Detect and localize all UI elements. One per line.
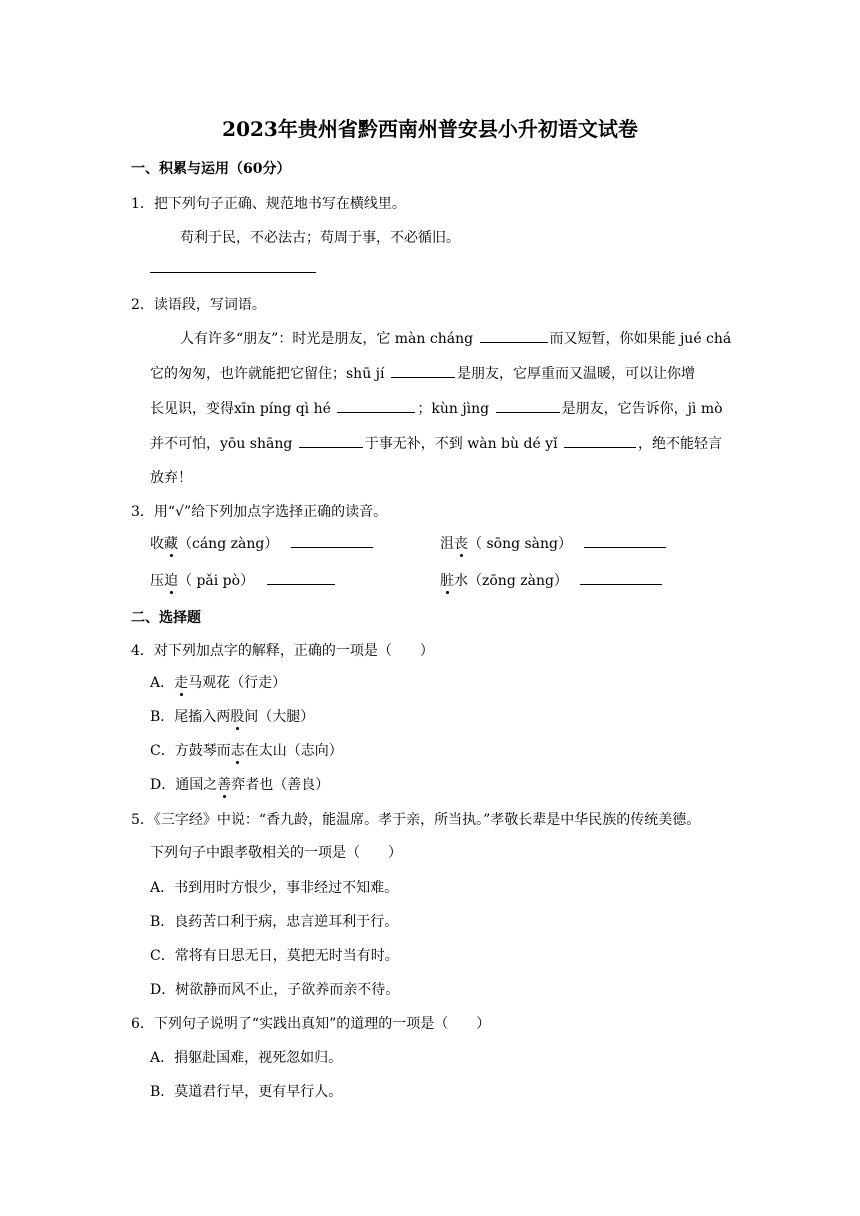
option-text: B．尾搐入两 xyxy=(150,709,231,725)
question-6-option-b[interactable]: B．莫道君行早，更有早行人。 xyxy=(150,1084,343,1100)
question-5-stem-line-1: 5．《三字经》中说：“香九龄，能温席。孝于亲，所当执。”孝敬长辈是中华民族的传统美德。 xyxy=(131,812,701,828)
question-6-stem: 6．下列句子说明了“实践出真知”的道理的一项是（ ） xyxy=(131,1016,491,1032)
question-2-line-1 xyxy=(180,328,731,348)
text-fragment: ，绝不能轻言 xyxy=(638,436,723,452)
option-text: 马观花（行走） xyxy=(188,675,287,691)
answer-blank[interactable] xyxy=(496,398,560,413)
answer-blank[interactable] xyxy=(480,328,548,343)
question-3-item-2 xyxy=(440,533,668,553)
pinyin: màn cháng xyxy=(394,331,474,347)
pinyin: jué chá xyxy=(679,331,732,347)
answer-blank[interactable] xyxy=(584,533,666,548)
question-3-item-3 xyxy=(150,570,337,590)
pinyin: xīn píng qì hé xyxy=(234,401,331,417)
pinyin-options: （zōng zàng） xyxy=(468,573,568,589)
question-3-item-4 xyxy=(440,570,664,590)
dotted-character: 股 xyxy=(230,706,244,726)
dotted-character: 善 xyxy=(217,774,231,794)
question-1-answer-line[interactable] xyxy=(150,272,316,273)
text-fragment: 是朋友，它厚重而又温暖，可以让你增 xyxy=(456,366,695,382)
question-2-line-2 xyxy=(150,363,695,383)
question-5-option-c[interactable]: C．常将有日思无日，莫把无时当有时。 xyxy=(150,948,399,964)
text-fragment: 而又短暂，你如果能 xyxy=(549,331,676,347)
question-3-item-1 xyxy=(150,533,375,553)
section-heading-2: 二、选择题 xyxy=(131,610,201,626)
answer-blank[interactable] xyxy=(299,433,363,448)
text-fragment: 收 xyxy=(150,536,164,552)
text-fragment: 长见识，变得 xyxy=(150,401,234,417)
question-5-option-b[interactable]: B．良药苦口利于病，忠言逆耳利于行。 xyxy=(150,914,399,930)
dotted-character: 迫 xyxy=(164,570,178,590)
answer-blank[interactable] xyxy=(337,398,415,413)
question-4-option-d[interactable] xyxy=(150,774,329,794)
pinyin: wàn bù dé yǐ xyxy=(467,436,558,452)
pinyin: yōu shāng xyxy=(220,436,293,452)
dotted-character: 藏 xyxy=(164,533,178,553)
pinyin-options: （ pǎi pò） xyxy=(178,573,255,589)
question-4-option-b[interactable] xyxy=(150,706,314,726)
option-text: C．方鼓琴而 xyxy=(150,743,231,759)
question-2-line-5: 放弃！ xyxy=(150,470,192,486)
dotted-character: 走 xyxy=(174,672,188,692)
page-title: 2023年贵州省黔西南州普安县小升初语文试卷 xyxy=(222,117,638,141)
answer-blank[interactable] xyxy=(580,570,662,585)
question-2-stem: 2．读语段，写词语。 xyxy=(131,297,266,313)
pinyin-options: （ sōng sàng） xyxy=(468,536,573,552)
question-5-option-a[interactable]: A．书到用时方恨少，事非经过不知难。 xyxy=(150,880,399,896)
text-fragment: ； xyxy=(417,401,432,417)
answer-blank[interactable] xyxy=(391,363,455,378)
option-text: D．通国之 xyxy=(150,777,218,793)
question-4-stem: 4．对下列加点字的解释，正确的一项是（ ） xyxy=(131,643,434,659)
answer-blank[interactable] xyxy=(564,433,636,448)
section-heading-1: 一、积累与运用（60分） xyxy=(131,161,291,177)
question-4-option-c[interactable] xyxy=(150,740,343,760)
answer-blank[interactable] xyxy=(291,533,373,548)
option-letter: A． xyxy=(150,675,175,691)
text-fragment: 它的匆匆，也许就能把它留住； xyxy=(150,366,346,382)
option-text: 间（大腿） xyxy=(244,709,315,725)
option-text: 在太山（志向） xyxy=(244,743,343,759)
question-1-stem: 1．把下列句子正确、规范地书写在横线里。 xyxy=(131,196,406,212)
question-4-option-a[interactable] xyxy=(150,672,286,692)
option-text: 弈者也（善良） xyxy=(231,777,330,793)
text-fragment: 人有许多“朋友”：时光是朋友，它 xyxy=(180,331,391,347)
question-6-option-a[interactable]: A．捐躯赴国难，视死忽如归。 xyxy=(150,1050,343,1066)
text-fragment: 于事无补，不到 xyxy=(364,436,463,452)
question-3-stem: 3．用“√”给下列加点字选择正确的读音。 xyxy=(131,504,388,520)
question-2-line-3 xyxy=(150,398,723,418)
answer-blank[interactable] xyxy=(267,570,335,585)
question-5-stem-line-2: 下列句子中跟孝敬相关的一项是（ ） xyxy=(150,845,402,861)
pinyin: kùn jìng xyxy=(431,401,490,417)
pinyin-options: （cáng zàng） xyxy=(178,536,279,552)
text-fragment: 是朋友，它告诉你， xyxy=(561,401,688,417)
text-fragment: 并不可怕， xyxy=(150,436,220,452)
dotted-character: 脏 xyxy=(440,570,454,590)
question-5-option-d[interactable]: D．树欲静而风不止，子欲养而亲不待。 xyxy=(150,982,400,998)
text-fragment: 水 xyxy=(454,573,468,589)
question-1-sentence: 苟利于民，不必法古；苟周于事，不必循旧。 xyxy=(180,230,460,246)
text-fragment: 压 xyxy=(150,573,164,589)
pinyin: jì mò xyxy=(687,401,723,417)
question-2-line-4 xyxy=(150,433,722,453)
dotted-character: 丧 xyxy=(454,533,468,553)
dotted-character: 志 xyxy=(231,740,245,760)
text-fragment: 沮 xyxy=(440,536,454,552)
pinyin: shū jí xyxy=(346,366,385,382)
